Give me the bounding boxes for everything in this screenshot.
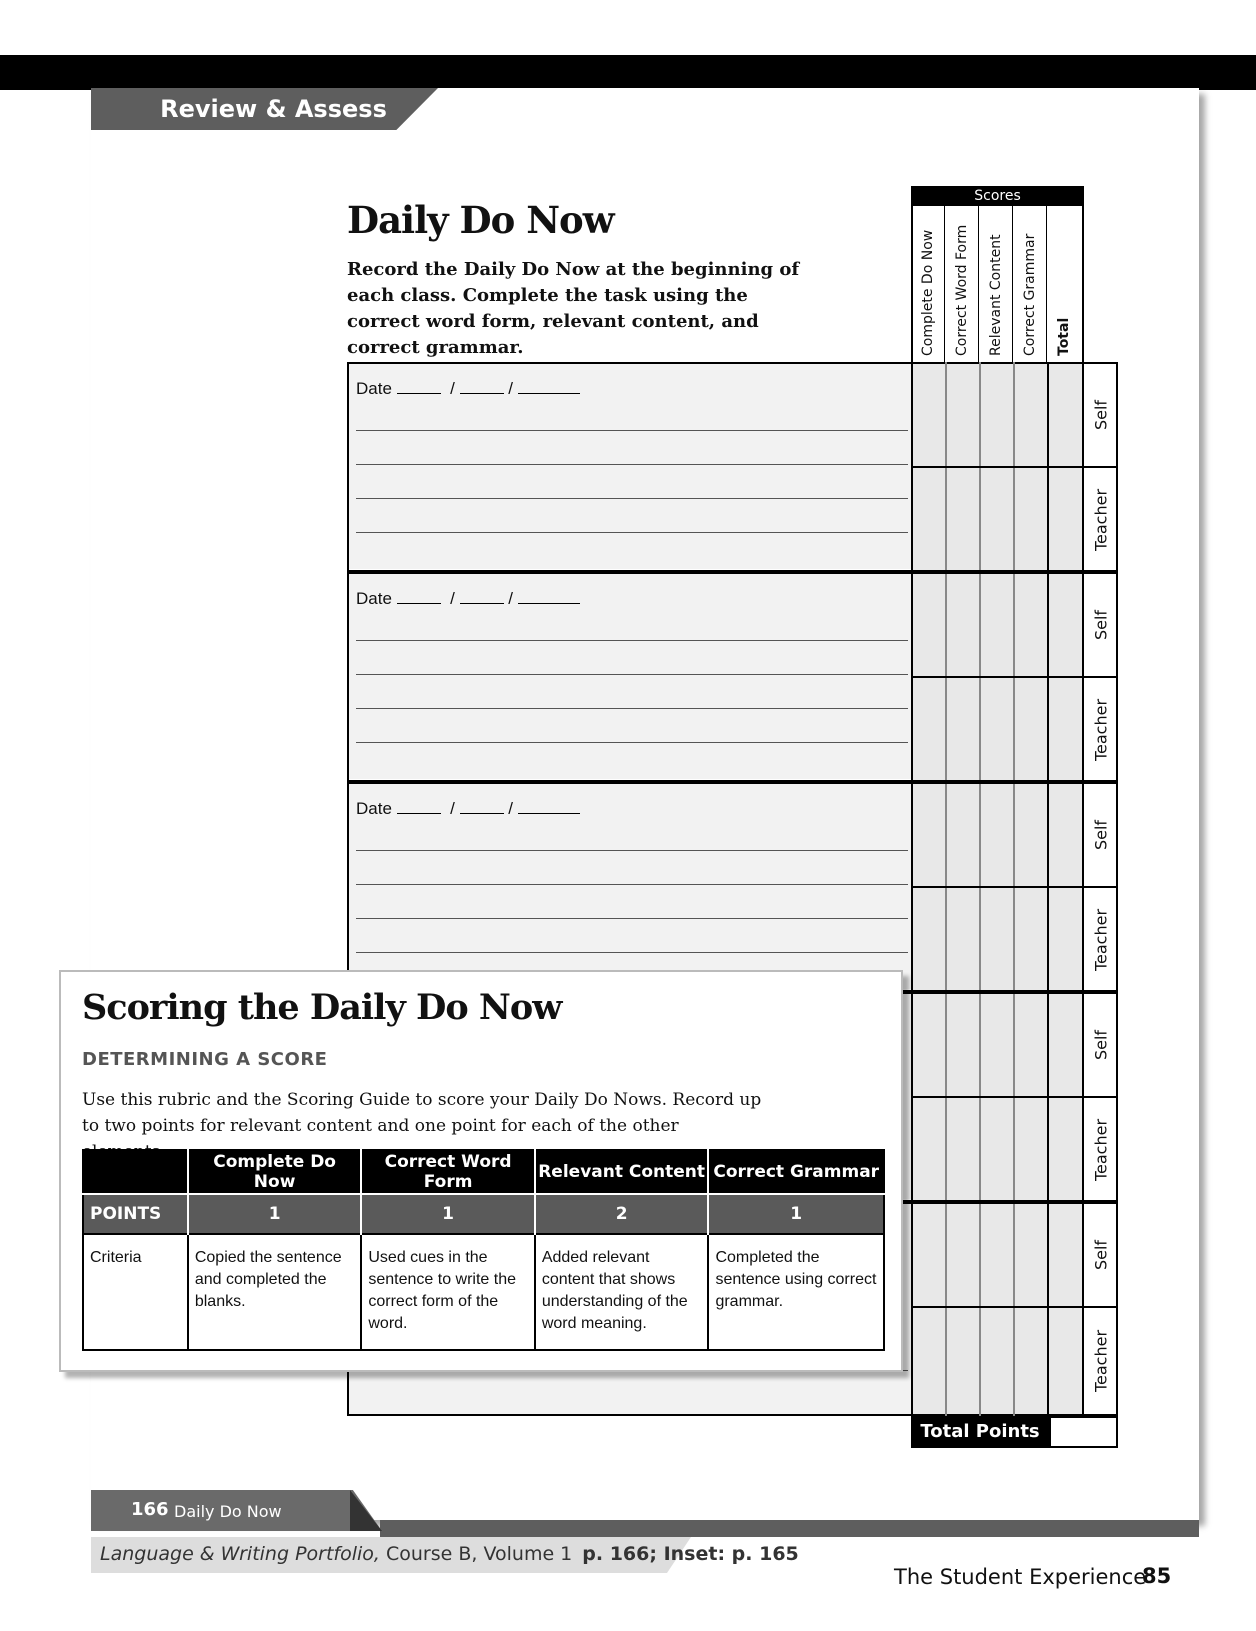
col-label: Total — [1056, 317, 1072, 356]
row-label-teacher — [1084, 467, 1118, 572]
criteria-cell: Completed the sentence using correct grammar. — [708, 1234, 884, 1350]
col-correct-word-form — [945, 206, 979, 362]
self-label: Self — [1091, 1029, 1111, 1060]
self-label: Self — [1091, 609, 1111, 640]
credit-pages: p. 166; Inset: p. 165 — [582, 1543, 799, 1565]
inset-text: Use this rubric and the Scoring Guide to score your Daily Do Nows. Record up to two points for relevant content and one point for each of the other — [82, 1090, 762, 1136]
col-label: Complete Do Now — [919, 229, 936, 356]
row-label-teacher — [1084, 1308, 1118, 1413]
entry-1 — [349, 364, 912, 569]
points-value: 1 — [361, 1194, 534, 1234]
col-correct-grammar — [1013, 206, 1047, 362]
col-label: Correct Word Form — [953, 224, 970, 356]
col-total — [1047, 206, 1081, 362]
source-credit — [100, 1543, 799, 1565]
rubric-criteria-row — [83, 1234, 884, 1350]
book-section: The Student Experience — [894, 1565, 1147, 1589]
inset-title: Scoring the Daily Do Now — [82, 987, 562, 1028]
teacher-label: Teacher — [1091, 1329, 1111, 1392]
row-label-self — [1084, 572, 1118, 677]
page-title: Daily Do Now — [347, 198, 614, 242]
entry-2 — [349, 574, 912, 779]
self-label: Self — [1091, 399, 1111, 430]
criteria-cell: Copied the sentence and completed the blanks. — [188, 1234, 362, 1350]
date-label: Date — [356, 589, 392, 608]
col-relevant-content — [979, 206, 1013, 362]
points-value: 2 — [535, 1194, 709, 1234]
criteria-cell: Used cues in the sentence to write the correct form of the word. — [361, 1234, 534, 1350]
row-label-teacher — [1084, 677, 1118, 782]
row-label-self — [1084, 362, 1118, 467]
section-tab-label: Review & Assess — [160, 95, 387, 123]
points-value: 1 — [708, 1194, 884, 1234]
self-label: Self — [1091, 819, 1111, 850]
criteria-label: Criteria — [83, 1234, 188, 1350]
rubric-header-row — [83, 1150, 884, 1194]
instructions: Record the Daily Do Now at the beginning of each class. Complete the task using the correct word form, relevant content, and correct grammar. — [347, 259, 800, 358]
rubric-header: Complete Do Now — [188, 1150, 362, 1194]
footer-bar — [380, 1520, 1199, 1537]
teacher-label: Teacher — [1091, 488, 1111, 551]
row-label-self — [1084, 1202, 1118, 1307]
book-page-number: 85 — [1142, 1564, 1172, 1588]
total-points-label: Total Points — [911, 1416, 1049, 1448]
date-line: Date / / — [356, 799, 580, 819]
rubric-header: Correct Word Form — [361, 1150, 534, 1194]
teacher-label: Teacher — [1091, 908, 1111, 971]
date-label: Date — [356, 799, 392, 818]
date-line: Date / / — [356, 589, 580, 609]
entry-3 — [349, 784, 912, 989]
workbook-page-name: Daily Do Now — [174, 1502, 282, 1521]
date-line: Date / / — [356, 379, 580, 399]
score-grid — [911, 362, 1084, 1416]
row-label-teacher — [1084, 887, 1118, 992]
points-label: POINTS — [83, 1194, 188, 1234]
date-label: Date — [356, 379, 392, 398]
self-label: Self — [1091, 1239, 1111, 1270]
teacher-label: Teacher — [1091, 698, 1111, 761]
teacher-label: Teacher — [1091, 1118, 1111, 1181]
rubric-header: Relevant Content — [535, 1150, 709, 1194]
points-value: 1 — [188, 1194, 362, 1234]
col-label: Relevant Content — [987, 234, 1004, 356]
scores-header: Scores — [911, 186, 1084, 206]
rubric-table — [82, 1149, 885, 1351]
col-label: Correct Grammar — [1021, 233, 1038, 356]
criteria-cell: Added relevant content that shows understanding of the word meaning. — [535, 1234, 709, 1350]
total-points-box — [1049, 1416, 1118, 1448]
col-complete-do-now — [911, 206, 945, 362]
inset-subtitle: DETERMINING A SCORE — [82, 1049, 328, 1070]
row-label-self — [1084, 782, 1118, 887]
top-black-bar — [0, 55, 1256, 90]
workbook-page-number: 166 — [131, 1499, 169, 1520]
row-label-self — [1084, 992, 1118, 1097]
rubric-header: Correct Grammar — [708, 1150, 884, 1194]
rubric-points-row — [83, 1194, 884, 1234]
credit-course: Course B, Volume 1 — [379, 1543, 573, 1565]
row-label-teacher — [1084, 1097, 1118, 1202]
rubric-header — [83, 1150, 188, 1194]
credit-title: Language & Writing Portfolio, — [100, 1543, 380, 1565]
